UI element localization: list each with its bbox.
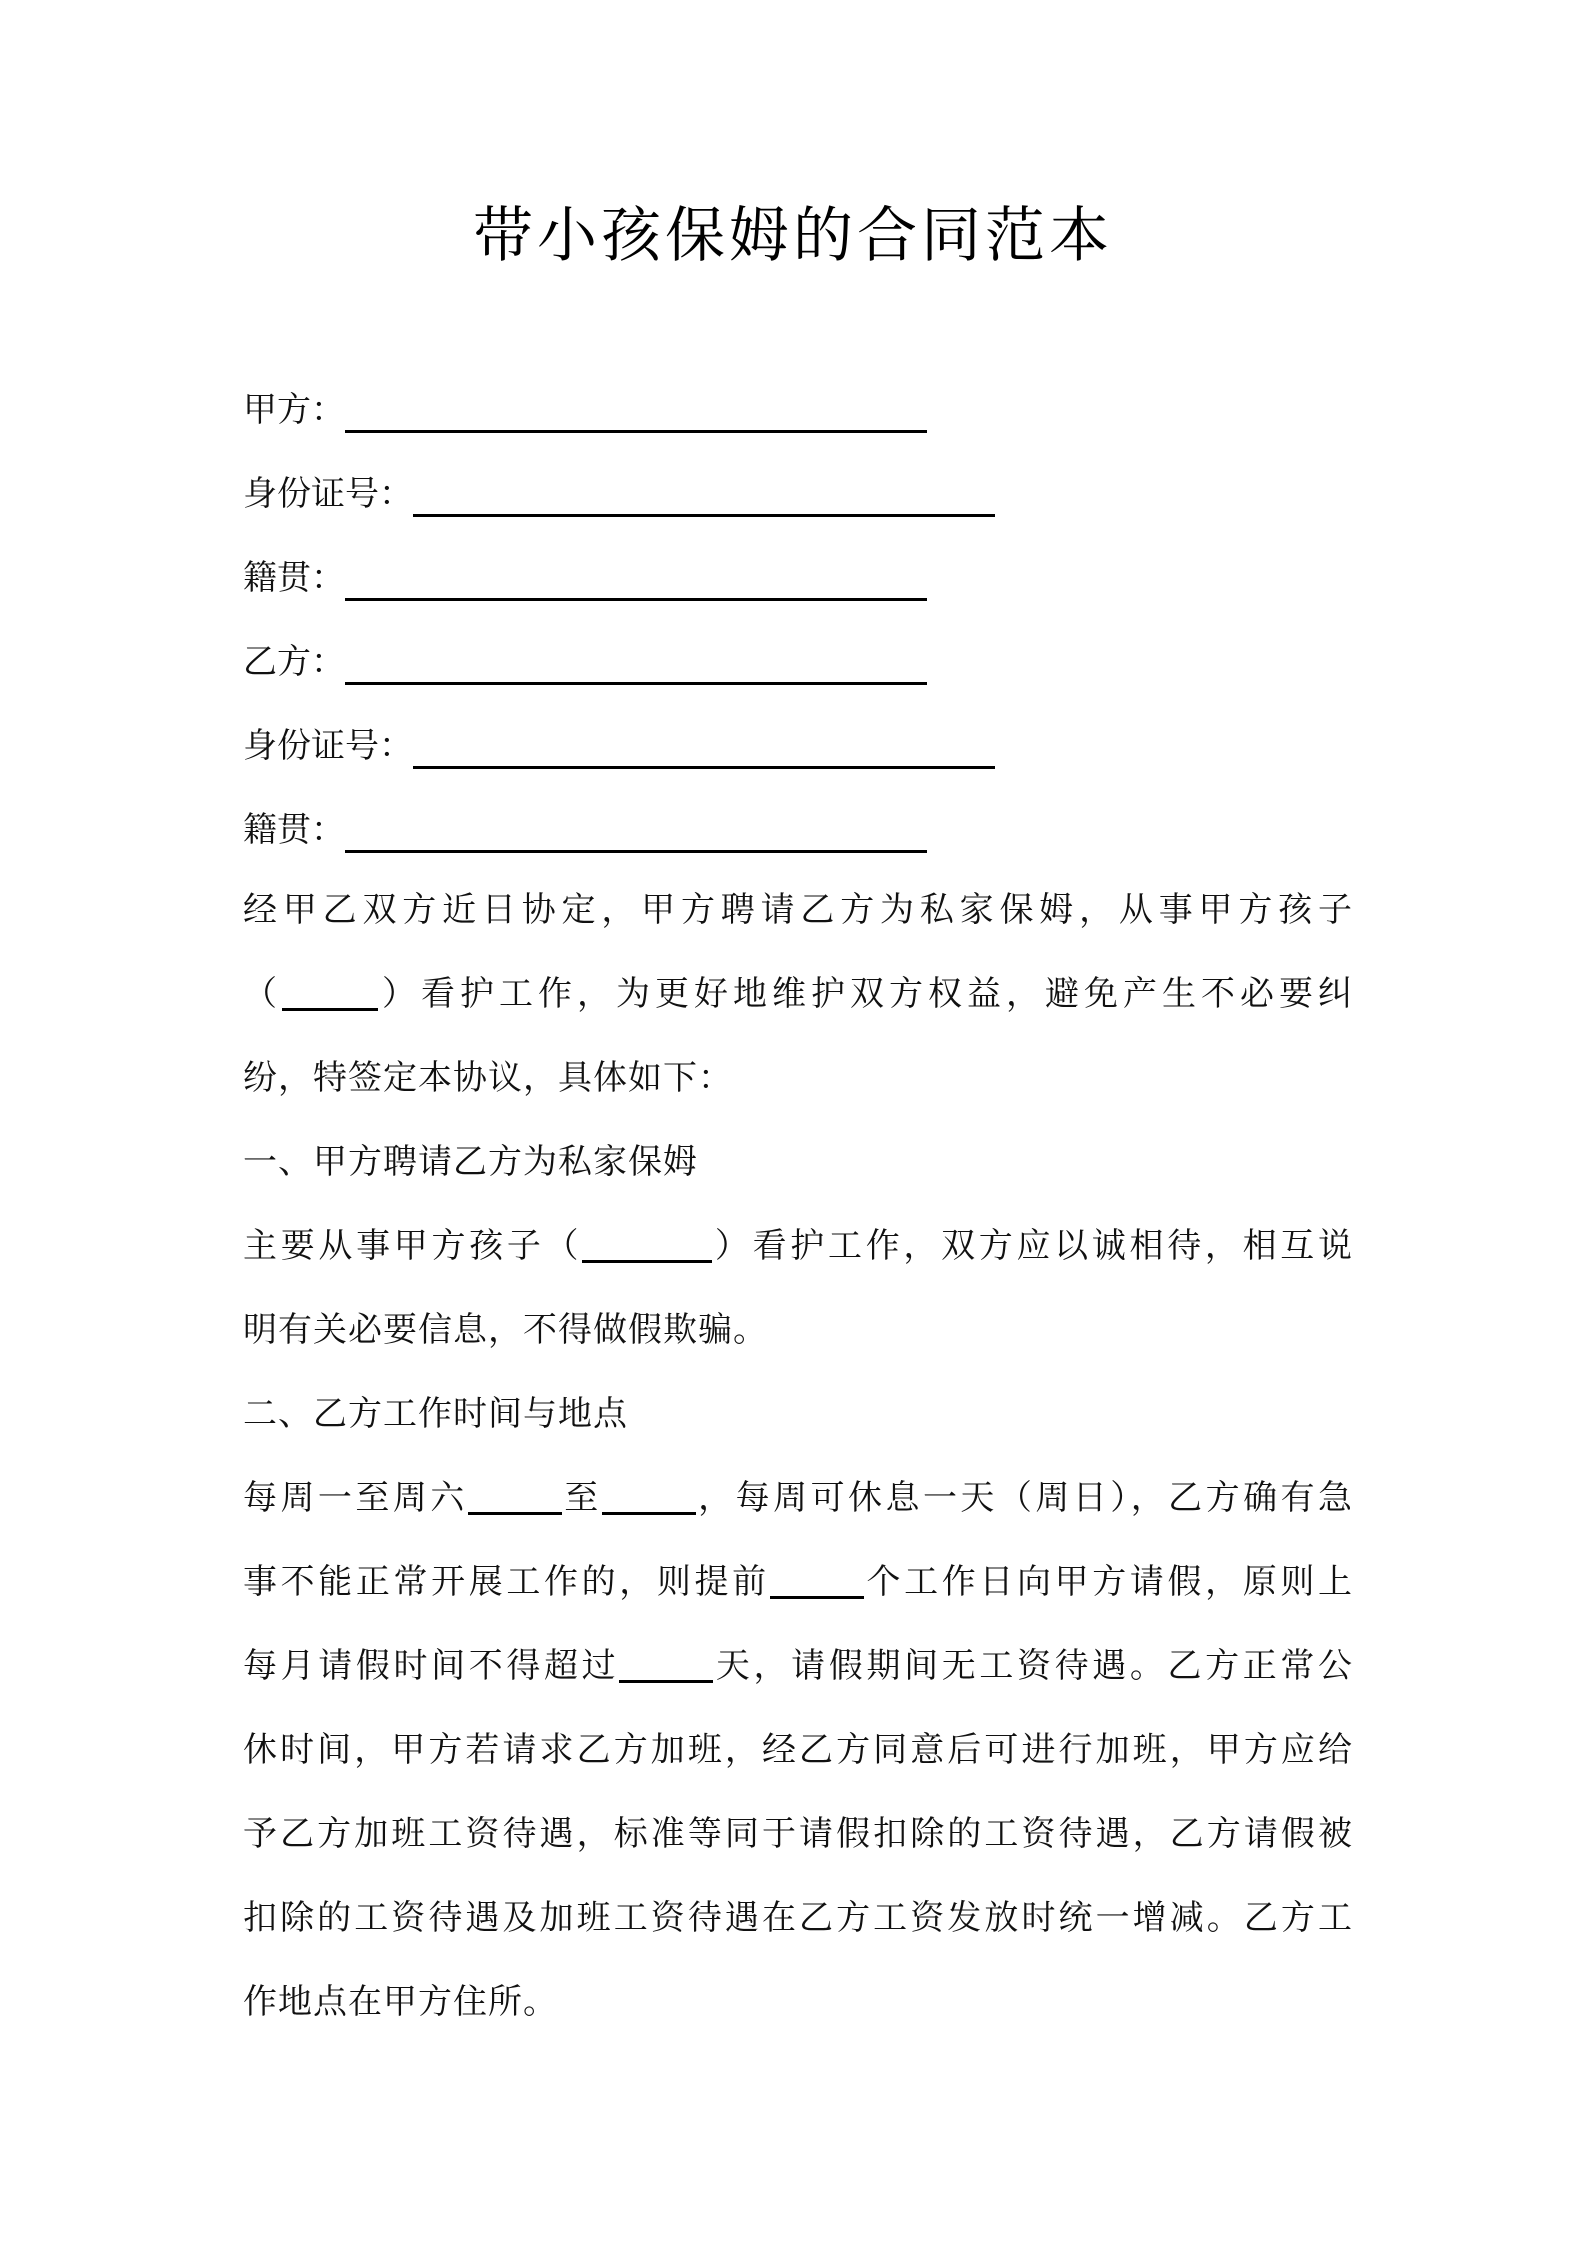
party-a-id-blank bbox=[413, 464, 995, 517]
section-2-line-3 bbox=[243, 1636, 1353, 1696]
party-b-origin-label: 籍贯： bbox=[243, 810, 345, 850]
section-1-child-blank bbox=[582, 1216, 712, 1263]
party-a-field bbox=[243, 380, 927, 440]
party-a-origin-blank bbox=[345, 548, 927, 601]
party-b-id-label: 身份证号： bbox=[243, 726, 413, 766]
intro-paren-open: （ bbox=[243, 974, 282, 1014]
child-name-blank bbox=[282, 964, 378, 1011]
intro-line-1: 经甲乙双方近日协定，甲方聘请乙方为私家保姆，从事甲方孩子 bbox=[243, 890, 1353, 930]
party-b-label: 乙方： bbox=[243, 642, 345, 682]
party-b-id-field bbox=[243, 716, 995, 776]
section-2-line-2 bbox=[243, 1552, 1353, 1612]
section-1-line-1-b: ）看护工作，双方应以诚相待，相互说 bbox=[712, 1226, 1354, 1266]
party-a-origin-label: 籍贯： bbox=[243, 558, 345, 598]
party-b-origin-field bbox=[243, 800, 927, 860]
section-1-heading: 一、甲方聘请乙方为私家保姆 bbox=[243, 1142, 698, 1182]
section-2-line-5: 予乙方加班工资待遇，标准等同于请假扣除的工资待遇，乙方请假被 bbox=[243, 1814, 1353, 1854]
party-a-origin-field bbox=[243, 548, 927, 608]
start-time-blank bbox=[468, 1468, 562, 1515]
party-b-field bbox=[243, 632, 927, 692]
section-2-line-4: 休时间，甲方若请求乙方加班，经乙方同意后可进行加班，甲方应给 bbox=[243, 1730, 1353, 1770]
intro-line-2-text: ）看护工作，为更好地维护双方权益，避免产生不必要纠 bbox=[378, 974, 1353, 1014]
section-2-line-1-b: 至 bbox=[561, 1478, 602, 1518]
section-2-line-1-c: ，每周可休息一天（周日），乙方确有急 bbox=[695, 1478, 1354, 1518]
section-1-line-1 bbox=[243, 1216, 1353, 1276]
party-a-id-field bbox=[243, 464, 995, 524]
document-title: 带小孩保姆的合同范本 bbox=[473, 201, 1113, 271]
section-2-line-2-b: 个工作日向甲方请假，原则上 bbox=[863, 1562, 1354, 1602]
section-2-heading: 二、乙方工作时间与地点 bbox=[243, 1394, 628, 1434]
party-a-label: 甲方： bbox=[243, 390, 345, 430]
section-1-line-1-a: 主要从事甲方孩子（ bbox=[243, 1226, 583, 1266]
section-2-line-3-a: 每月请假时间不得超过 bbox=[243, 1646, 620, 1686]
notice-days-blank bbox=[770, 1552, 864, 1599]
section-2-line-1-a: 每周一至周六 bbox=[243, 1478, 468, 1518]
intro-line-2 bbox=[243, 964, 1353, 1024]
party-b-id-blank bbox=[413, 716, 995, 769]
section-2-line-3-b: 天，请假期间无工资待遇。乙方正常公 bbox=[713, 1646, 1353, 1686]
party-a-id-label: 身份证号： bbox=[243, 474, 413, 514]
max-leave-days-blank bbox=[619, 1636, 713, 1683]
section-2-line-7: 作地点在甲方住所。 bbox=[243, 1982, 558, 2022]
party-a-blank bbox=[345, 380, 927, 433]
intro-line-3: 纷，特签定本协议，具体如下： bbox=[243, 1058, 733, 1098]
section-2-line-2-a: 事不能正常开展工作的，则提前 bbox=[243, 1562, 770, 1602]
end-time-blank bbox=[602, 1468, 696, 1515]
party-b-blank bbox=[345, 632, 927, 685]
section-2-line-1 bbox=[243, 1468, 1353, 1528]
section-2-line-6: 扣除的工资待遇及加班工资待遇在乙方工资发放时统一增减。乙方工 bbox=[243, 1898, 1353, 1938]
section-1-line-2: 明有关必要信息，不得做假欺骗。 bbox=[243, 1310, 768, 1350]
party-b-origin-blank bbox=[345, 800, 927, 853]
